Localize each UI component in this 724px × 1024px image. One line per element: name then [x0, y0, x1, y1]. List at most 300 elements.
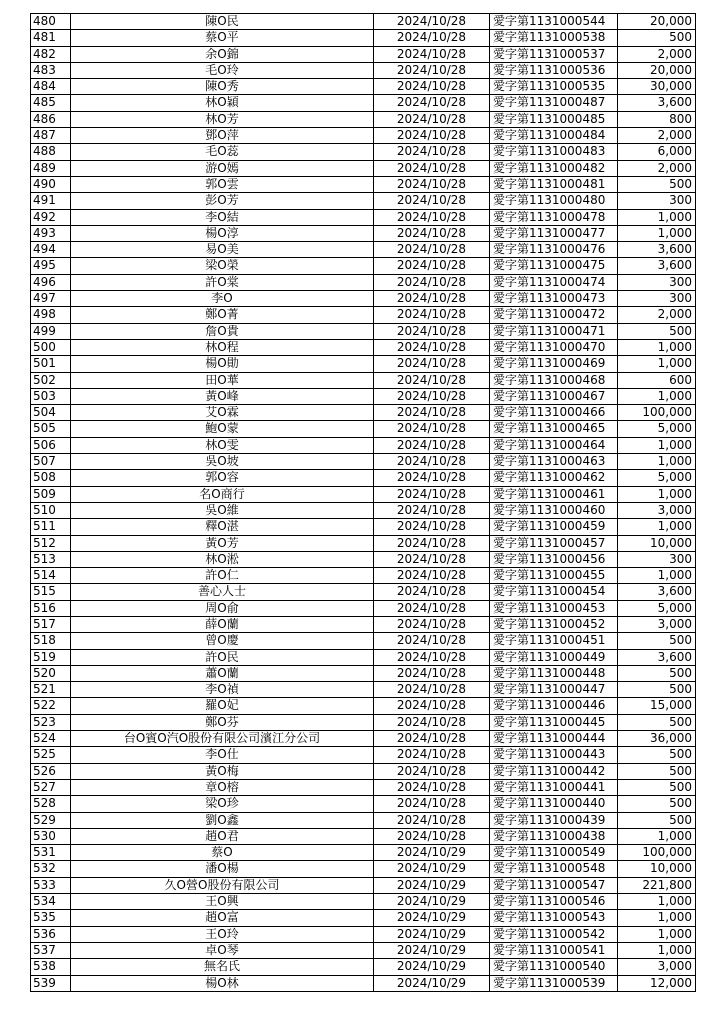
donor-name: 潘O楊 [71, 861, 374, 877]
donation-amount: 15,000 [618, 698, 696, 714]
donation-date: 2024/10/28 [374, 470, 490, 486]
donation-amount: 300 [618, 551, 696, 567]
donor-name: 章O榕 [71, 779, 374, 795]
table-row [31, 779, 696, 795]
table-row [31, 79, 696, 95]
table-row [31, 535, 696, 551]
donor-name: 李O仕 [71, 747, 374, 763]
donor-name: 郭O雲 [71, 176, 374, 192]
table-row [31, 959, 696, 975]
donation-date: 2024/10/28 [374, 828, 490, 844]
donation-amount: 1,000 [618, 388, 696, 404]
donation-date: 2024/10/28 [374, 502, 490, 518]
row-number: 509 [31, 486, 71, 502]
receipt-number: 愛字第1131000540 [490, 959, 618, 975]
donor-name: 艾O霖 [71, 405, 374, 421]
receipt-number: 愛字第1131000460 [490, 502, 618, 518]
donation-date: 2024/10/28 [374, 274, 490, 290]
table-row [31, 747, 696, 763]
receipt-number: 愛字第1131000477 [490, 225, 618, 241]
donation-amount: 500 [618, 665, 696, 681]
receipt-number: 愛字第1131000461 [490, 486, 618, 502]
receipt-number: 愛字第1131000443 [490, 747, 618, 763]
row-number: 514 [31, 568, 71, 584]
table-row [31, 356, 696, 372]
receipt-number: 愛字第1131000438 [490, 828, 618, 844]
donation-amount: 500 [618, 176, 696, 192]
donation-table [30, 13, 696, 992]
table-row [31, 796, 696, 812]
receipt-number: 愛字第1131000483 [490, 144, 618, 160]
donor-name: 陳O民 [71, 14, 374, 30]
donation-amount: 6,000 [618, 144, 696, 160]
donation-amount: 600 [618, 372, 696, 388]
donation-date: 2024/10/28 [374, 682, 490, 698]
donor-name: 楊O勛 [71, 356, 374, 372]
donation-date: 2024/10/28 [374, 616, 490, 632]
donation-date: 2024/10/28 [374, 551, 490, 567]
donation-date: 2024/10/28 [374, 339, 490, 355]
donation-date: 2024/10/28 [374, 160, 490, 176]
receipt-number: 愛字第1131000484 [490, 128, 618, 144]
row-number: 515 [31, 584, 71, 600]
table-row [31, 845, 696, 861]
table-row [31, 339, 696, 355]
receipt-number: 愛字第1131000473 [490, 291, 618, 307]
table-row [31, 274, 696, 290]
row-number: 516 [31, 600, 71, 616]
donor-name: 毛O蕊 [71, 144, 374, 160]
donation-date: 2024/10/28 [374, 144, 490, 160]
donor-name: 毛O玲 [71, 62, 374, 78]
donation-amount: 500 [618, 747, 696, 763]
donation-amount: 3,600 [618, 242, 696, 258]
receipt-number: 愛字第1131000536 [490, 62, 618, 78]
donor-name: 林O雯 [71, 437, 374, 453]
table-row [31, 30, 696, 46]
row-number: 537 [31, 942, 71, 958]
row-number: 528 [31, 796, 71, 812]
row-number: 525 [31, 747, 71, 763]
row-number: 480 [31, 14, 71, 30]
donation-date: 2024/10/28 [374, 405, 490, 421]
donation-date: 2024/10/29 [374, 910, 490, 926]
receipt-number: 愛字第1131000541 [490, 942, 618, 958]
row-number: 520 [31, 665, 71, 681]
table-row [31, 258, 696, 274]
table-row [31, 828, 696, 844]
donation-amount: 500 [618, 323, 696, 339]
row-number: 521 [31, 682, 71, 698]
table-row [31, 600, 696, 616]
receipt-number: 愛字第1131000465 [490, 421, 618, 437]
donor-name: 余O錦 [71, 46, 374, 62]
table-row [31, 649, 696, 665]
donation-amount: 3,600 [618, 584, 696, 600]
row-number: 508 [31, 470, 71, 486]
donation-amount: 100,000 [618, 845, 696, 861]
receipt-number: 愛字第1131000469 [490, 356, 618, 372]
donor-name: 林O淞 [71, 551, 374, 567]
table-row [31, 682, 696, 698]
table-row [31, 307, 696, 323]
table-row [31, 128, 696, 144]
table-row [31, 861, 696, 877]
receipt-number: 愛字第1131000442 [490, 763, 618, 779]
donor-name: 林O程 [71, 339, 374, 355]
row-number: 512 [31, 535, 71, 551]
table-row [31, 95, 696, 111]
donation-amount: 36,000 [618, 731, 696, 747]
donor-name: 薛O蘭 [71, 616, 374, 632]
row-number: 534 [31, 894, 71, 910]
table-row [31, 193, 696, 209]
donation-amount: 3,600 [618, 258, 696, 274]
donation-amount: 300 [618, 291, 696, 307]
row-number: 486 [31, 111, 71, 127]
donor-name: 趙O君 [71, 828, 374, 844]
receipt-number: 愛字第1131000539 [490, 975, 618, 991]
row-number: 489 [31, 160, 71, 176]
donor-name: 蔡O [71, 845, 374, 861]
table-row [31, 910, 696, 926]
donation-date: 2024/10/28 [374, 388, 490, 404]
donation-amount: 2,000 [618, 160, 696, 176]
table-row [31, 714, 696, 730]
receipt-number: 愛字第1131000444 [490, 731, 618, 747]
donation-amount: 500 [618, 714, 696, 730]
donation-amount: 1,000 [618, 437, 696, 453]
donation-date: 2024/10/28 [374, 111, 490, 127]
donation-amount: 5,000 [618, 600, 696, 616]
donor-name: 楊O林 [71, 975, 374, 991]
row-number: 510 [31, 502, 71, 518]
receipt-number: 愛字第1131000471 [490, 323, 618, 339]
table-row [31, 519, 696, 535]
donation-date: 2024/10/28 [374, 46, 490, 62]
row-number: 532 [31, 861, 71, 877]
donation-date: 2024/10/28 [374, 209, 490, 225]
row-number: 507 [31, 454, 71, 470]
row-number: 506 [31, 437, 71, 453]
table-row [31, 551, 696, 567]
table-row [31, 877, 696, 893]
row-number: 531 [31, 845, 71, 861]
donation-amount: 2,000 [618, 128, 696, 144]
donor-name: 台O賓O汽O股份有限公司濱江分公司 [71, 731, 374, 747]
receipt-number: 愛字第1131000447 [490, 682, 618, 698]
receipt-number: 愛字第1131000481 [490, 176, 618, 192]
donation-date: 2024/10/28 [374, 437, 490, 453]
table-row [31, 437, 696, 453]
receipt-number: 愛字第1131000543 [490, 910, 618, 926]
donor-name: 趙O富 [71, 910, 374, 926]
donation-date: 2024/10/28 [374, 731, 490, 747]
donation-date: 2024/10/28 [374, 323, 490, 339]
donation-date: 2024/10/28 [374, 698, 490, 714]
receipt-number: 愛字第1131000452 [490, 616, 618, 632]
receipt-number: 愛字第1131000478 [490, 209, 618, 225]
donor-name: 李O禎 [71, 682, 374, 698]
donation-amount: 3,600 [618, 95, 696, 111]
row-number: 493 [31, 225, 71, 241]
receipt-number: 愛字第1131000439 [490, 812, 618, 828]
table-row [31, 144, 696, 160]
table-row [31, 46, 696, 62]
donation-amount: 10,000 [618, 535, 696, 551]
table-row [31, 665, 696, 681]
donation-amount: 30,000 [618, 79, 696, 95]
donor-name: 彭O芳 [71, 193, 374, 209]
donation-amount: 10,000 [618, 861, 696, 877]
row-number: 504 [31, 405, 71, 421]
table-row [31, 388, 696, 404]
table-row [31, 926, 696, 942]
receipt-number: 愛字第1131000547 [490, 877, 618, 893]
donor-name: 蕭O蘭 [71, 665, 374, 681]
receipt-number: 愛字第1131000475 [490, 258, 618, 274]
receipt-number: 愛字第1131000462 [490, 470, 618, 486]
table-row [31, 291, 696, 307]
receipt-number: 愛字第1131000470 [490, 339, 618, 355]
table-row [31, 812, 696, 828]
donation-date: 2024/10/28 [374, 486, 490, 502]
row-number: 495 [31, 258, 71, 274]
donor-name: 李O結 [71, 209, 374, 225]
row-number: 511 [31, 519, 71, 535]
row-number: 500 [31, 339, 71, 355]
donation-date: 2024/10/28 [374, 62, 490, 78]
donation-amount: 1,000 [618, 356, 696, 372]
donation-amount: 1,000 [618, 828, 696, 844]
receipt-number: 愛字第1131000474 [490, 274, 618, 290]
donation-date: 2024/10/28 [374, 812, 490, 828]
receipt-number: 愛字第1131000537 [490, 46, 618, 62]
donation-amount: 1,000 [618, 926, 696, 942]
donor-name: 黃O芳 [71, 535, 374, 551]
receipt-number: 愛字第1131000485 [490, 111, 618, 127]
receipt-number: 愛字第1131000454 [490, 584, 618, 600]
row-number: 503 [31, 388, 71, 404]
donation-date: 2024/10/28 [374, 454, 490, 470]
table-row [31, 584, 696, 600]
receipt-number: 愛字第1131000467 [490, 388, 618, 404]
donation-date: 2024/10/28 [374, 95, 490, 111]
row-number: 492 [31, 209, 71, 225]
donation-date: 2024/10/28 [374, 225, 490, 241]
row-number: 496 [31, 274, 71, 290]
table-row [31, 372, 696, 388]
donation-date: 2024/10/28 [374, 193, 490, 209]
row-number: 519 [31, 649, 71, 665]
receipt-number: 愛字第1131000468 [490, 372, 618, 388]
table-row [31, 323, 696, 339]
donation-amount: 500 [618, 633, 696, 649]
donation-amount: 1,000 [618, 568, 696, 584]
row-number: 517 [31, 616, 71, 632]
table-row [31, 405, 696, 421]
receipt-number: 愛字第1131000446 [490, 698, 618, 714]
donation-date: 2024/10/28 [374, 649, 490, 665]
donation-date: 2024/10/28 [374, 519, 490, 535]
receipt-number: 愛字第1131000464 [490, 437, 618, 453]
donor-name: 田O華 [71, 372, 374, 388]
receipt-number: 愛字第1131000453 [490, 600, 618, 616]
donation-date: 2024/10/29 [374, 877, 490, 893]
row-number: 501 [31, 356, 71, 372]
donor-name: 楊O淳 [71, 225, 374, 241]
donor-name: 許O棠 [71, 274, 374, 290]
table-row [31, 209, 696, 225]
receipt-number: 愛字第1131000548 [490, 861, 618, 877]
donation-amount: 500 [618, 682, 696, 698]
table-row [31, 486, 696, 502]
row-number: 535 [31, 910, 71, 926]
row-number: 526 [31, 763, 71, 779]
donation-amount: 2,000 [618, 307, 696, 323]
donor-name: 梁O珍 [71, 796, 374, 812]
row-number: 498 [31, 307, 71, 323]
receipt-number: 愛字第1131000456 [490, 551, 618, 567]
donor-name: 吳O坡 [71, 454, 374, 470]
row-number: 484 [31, 79, 71, 95]
donation-amount: 1,000 [618, 454, 696, 470]
table-row [31, 975, 696, 991]
receipt-number: 愛字第1131000538 [490, 30, 618, 46]
row-number: 485 [31, 95, 71, 111]
donation-date: 2024/10/28 [374, 258, 490, 274]
donation-date: 2024/10/28 [374, 291, 490, 307]
row-number: 518 [31, 633, 71, 649]
donor-name: 善心人士 [71, 584, 374, 600]
row-number: 488 [31, 144, 71, 160]
donation-date: 2024/10/29 [374, 845, 490, 861]
table-row [31, 568, 696, 584]
donation-date: 2024/10/29 [374, 975, 490, 991]
receipt-number: 愛字第1131000544 [490, 14, 618, 30]
donation-date: 2024/10/28 [374, 307, 490, 323]
donor-name: 鄭O菁 [71, 307, 374, 323]
table-row [31, 160, 696, 176]
table-row [31, 942, 696, 958]
donation-amount: 20,000 [618, 62, 696, 78]
donation-date: 2024/10/28 [374, 421, 490, 437]
donation-amount: 2,000 [618, 46, 696, 62]
donation-amount: 3,600 [618, 649, 696, 665]
donation-amount: 3,000 [618, 616, 696, 632]
donor-name: 游O嫣 [71, 160, 374, 176]
donation-amount: 221,800 [618, 877, 696, 893]
table-row [31, 633, 696, 649]
donation-amount: 1,000 [618, 339, 696, 355]
donor-name: 黃O梅 [71, 763, 374, 779]
donor-name: 黃O峰 [71, 388, 374, 404]
donor-name: 曾O慶 [71, 633, 374, 649]
donation-amount: 300 [618, 193, 696, 209]
row-number: 533 [31, 877, 71, 893]
row-number: 491 [31, 193, 71, 209]
receipt-number: 愛字第1131000441 [490, 779, 618, 795]
table-row [31, 470, 696, 486]
table-row [31, 225, 696, 241]
table-row [31, 176, 696, 192]
receipt-number: 愛字第1131000482 [490, 160, 618, 176]
table-row [31, 454, 696, 470]
donation-amount: 3,000 [618, 502, 696, 518]
row-number: 497 [31, 291, 71, 307]
donor-name: 林O穎 [71, 95, 374, 111]
donation-amount: 1,000 [618, 942, 696, 958]
donation-amount: 5,000 [618, 470, 696, 486]
receipt-number: 愛字第1131000445 [490, 714, 618, 730]
row-number: 530 [31, 828, 71, 844]
donation-date: 2024/10/28 [374, 356, 490, 372]
donation-date: 2024/10/28 [374, 796, 490, 812]
donation-amount: 1,000 [618, 910, 696, 926]
donation-amount: 100,000 [618, 405, 696, 421]
row-number: 539 [31, 975, 71, 991]
donation-amount: 1,000 [618, 486, 696, 502]
row-number: 481 [31, 30, 71, 46]
receipt-number: 愛字第1131000487 [490, 95, 618, 111]
donation-date: 2024/10/29 [374, 861, 490, 877]
donor-name: 郭O容 [71, 470, 374, 486]
receipt-number: 愛字第1131000535 [490, 79, 618, 95]
donor-name: 詹O貴 [71, 323, 374, 339]
donation-date: 2024/10/28 [374, 535, 490, 551]
donor-name: 梁O榮 [71, 258, 374, 274]
donation-date: 2024/10/28 [374, 763, 490, 779]
row-number: 490 [31, 176, 71, 192]
donor-name: 王O玲 [71, 926, 374, 942]
donation-date: 2024/10/28 [374, 30, 490, 46]
donation-date: 2024/10/28 [374, 747, 490, 763]
donation-date: 2024/10/28 [374, 633, 490, 649]
receipt-number: 愛字第1131000440 [490, 796, 618, 812]
donation-amount: 1,000 [618, 894, 696, 910]
donor-name: 吳O維 [71, 502, 374, 518]
row-number: 494 [31, 242, 71, 258]
table-row [31, 698, 696, 714]
row-number: 538 [31, 959, 71, 975]
table-row [31, 421, 696, 437]
donor-name: 周O俞 [71, 600, 374, 616]
donation-date: 2024/10/28 [374, 176, 490, 192]
donation-date: 2024/10/28 [374, 372, 490, 388]
donor-name: 林O芳 [71, 111, 374, 127]
receipt-number: 愛字第1131000476 [490, 242, 618, 258]
donor-name: 李O [71, 291, 374, 307]
donation-date: 2024/10/28 [374, 128, 490, 144]
donor-name: 名O商行 [71, 486, 374, 502]
receipt-number: 愛字第1131000451 [490, 633, 618, 649]
row-number: 483 [31, 62, 71, 78]
donor-name: 陳O秀 [71, 79, 374, 95]
donation-date: 2024/10/28 [374, 242, 490, 258]
donation-amount: 500 [618, 796, 696, 812]
row-number: 524 [31, 731, 71, 747]
row-number: 505 [31, 421, 71, 437]
donor-name: 久O營O股份有限公司 [71, 877, 374, 893]
donation-amount: 1,000 [618, 225, 696, 241]
donation-amount: 500 [618, 779, 696, 795]
row-number: 482 [31, 46, 71, 62]
receipt-number: 愛字第1131000472 [490, 307, 618, 323]
donor-name: 無名氏 [71, 959, 374, 975]
donation-amount: 300 [618, 274, 696, 290]
donation-date: 2024/10/28 [374, 14, 490, 30]
receipt-number: 愛字第1131000449 [490, 649, 618, 665]
